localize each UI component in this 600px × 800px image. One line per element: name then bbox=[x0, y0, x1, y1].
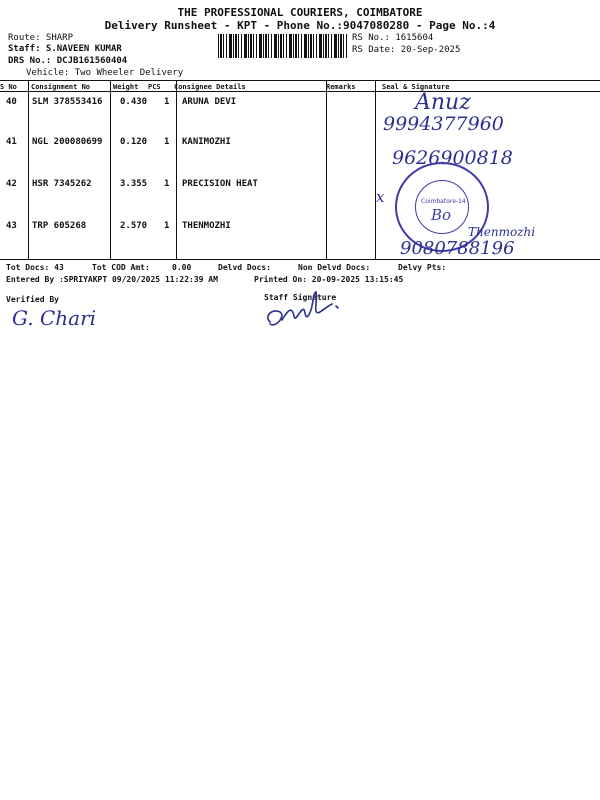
cell-pcs: 1 bbox=[164, 137, 170, 147]
cell-consignee: PRECISION HEAT bbox=[182, 179, 258, 189]
staff-signature-label: Staff Signature bbox=[264, 293, 337, 302]
cell-consignee: ARUNA DEVI bbox=[182, 97, 237, 107]
cell-weight: 2.570 bbox=[120, 221, 148, 231]
cell-consignment: SLM 378553416 bbox=[32, 97, 103, 107]
cell-consignee: KANIMOZHI bbox=[182, 137, 231, 147]
staff-signature-image bbox=[262, 286, 362, 336]
barcode bbox=[218, 34, 348, 58]
cell-weight: 0.120 bbox=[120, 137, 148, 147]
staff-label: Staff: S.NAVEEN KUMAR bbox=[8, 44, 122, 54]
total-docs: Tot Docs: 43 bbox=[6, 263, 64, 272]
col-header-sno: S No bbox=[0, 83, 17, 91]
handwritten-phone: 9626900818 bbox=[392, 147, 513, 169]
cell-consignment: HSR 7345262 bbox=[32, 179, 92, 189]
non-delivered-docs: Non Delvd Docs: bbox=[298, 263, 371, 272]
handwritten-phone: 9080788196 bbox=[400, 238, 515, 259]
cell-sno: 40 bbox=[6, 97, 17, 107]
handwritten-signature: Anuz bbox=[415, 90, 471, 115]
cell-sno: 43 bbox=[6, 221, 17, 231]
table-header-divider bbox=[0, 91, 600, 92]
total-cod-value: 0.00 bbox=[172, 263, 192, 272]
printed-on: Printed On: 20-09-2025 13:15:45 bbox=[254, 275, 404, 284]
cell-weight: 0.430 bbox=[120, 97, 148, 107]
runsheet-title: THE PROFESSIONAL COURIERS, COIMBATORE bbox=[177, 6, 423, 19]
cell-consignment: NGL 200080699 bbox=[32, 137, 103, 147]
table-row bbox=[0, 93, 600, 133]
handwritten-signature: Thenmozhi bbox=[468, 225, 536, 239]
col-header-consignment: Consignment No bbox=[31, 83, 91, 91]
cell-sno: 42 bbox=[6, 179, 17, 189]
col-header-remarks: Remarks bbox=[326, 83, 356, 91]
cell-weight: 3.355 bbox=[120, 179, 148, 189]
total-cod-label: Tot COD Amt: bbox=[92, 263, 150, 272]
drs-number: DRS No.: DCJB161560404 bbox=[8, 56, 128, 66]
delivered-docs: Delvd Docs: bbox=[218, 263, 271, 272]
col-header-seal: Seal & Signature bbox=[382, 83, 450, 91]
rs-number: RS No.: 1615604 bbox=[352, 33, 434, 43]
route-label: Route: SHARP bbox=[8, 33, 74, 43]
delivery-points: Delvy Pts: bbox=[398, 263, 447, 272]
verified-by-signature: G. Chari bbox=[12, 306, 97, 330]
cell-pcs: 1 bbox=[164, 179, 170, 189]
vehicle-label: Vehicle: Two Wheeler Delivery bbox=[26, 68, 184, 78]
stamp-initials: Bo bbox=[431, 206, 452, 224]
col-header-pcs: PCS bbox=[148, 83, 161, 91]
handwritten-phone: 9994377960 bbox=[383, 113, 504, 135]
entered-by: Entered By :SPRIYAKPT 09/20/2025 11:22:39 AM bbox=[6, 275, 218, 284]
col-header-consignee: Consignee Details bbox=[174, 83, 246, 91]
cell-pcs: 1 bbox=[164, 97, 170, 107]
stamp-text: Coimbatore-14 bbox=[421, 198, 466, 205]
handwritten-mark: x bbox=[376, 188, 385, 206]
table-row bbox=[0, 175, 600, 215]
runsheet-subtitle: Delivery Runsheet - KPT - Phone No.:9047080280 - Page No.:4 bbox=[104, 19, 496, 32]
cell-consignment: TRP 605268 bbox=[32, 221, 87, 231]
rs-date: RS Date: 20-Sep-2025 bbox=[352, 45, 461, 55]
col-header-weight: Weight bbox=[113, 83, 139, 91]
cell-sno: 41 bbox=[6, 137, 17, 147]
verified-by-label: Verified By bbox=[6, 295, 59, 304]
cell-consignee: THENMOZHI bbox=[182, 221, 231, 231]
cell-pcs: 1 bbox=[164, 221, 170, 231]
